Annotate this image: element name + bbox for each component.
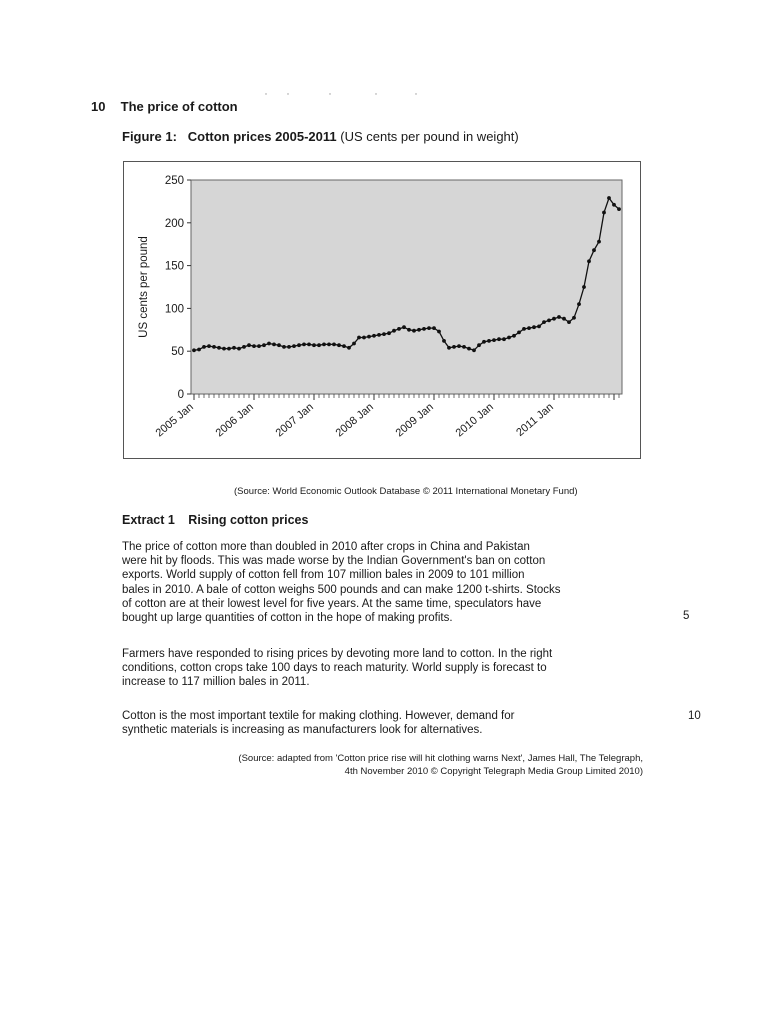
data-point	[447, 346, 451, 350]
data-point	[332, 343, 336, 347]
figure-source: (Source: World Economic Outlook Database © 2011 International Monetary Fund)	[234, 486, 578, 497]
x-tick-label: 2009 Jan	[393, 401, 436, 440]
data-point	[472, 348, 476, 352]
extract-paragraph-2	[122, 647, 642, 690]
data-point	[527, 326, 531, 330]
data-point	[197, 348, 201, 352]
data-point	[582, 285, 586, 289]
data-point	[392, 329, 396, 333]
text-line: were hit by floods. This was made worse by the Indian Government's ban on cotton	[122, 555, 546, 568]
data-point	[282, 345, 286, 349]
data-point	[502, 337, 506, 341]
question-number: 10	[91, 99, 106, 114]
question-title: The price of cotton	[120, 99, 238, 114]
data-point	[362, 336, 366, 340]
x-tick-label: 2011 Jan	[514, 401, 556, 439]
data-point	[227, 347, 231, 351]
data-point	[412, 329, 416, 333]
y-tick-label: 50	[171, 346, 184, 359]
data-point	[317, 343, 321, 347]
text-line: bales in 2010. A bale of cotton weighs 500 pounds and can make 1200 t-shirts. Stocks	[122, 583, 561, 596]
data-point	[402, 325, 406, 329]
text-line: conditions, cotton crops take 100 days to reach maturity. World supply is forecast to	[122, 662, 547, 675]
data-point	[607, 196, 611, 200]
data-point	[347, 346, 351, 350]
data-point	[512, 334, 516, 338]
data-point	[312, 343, 316, 347]
x-tick-label: 2010 Jan	[453, 401, 496, 440]
data-point	[552, 317, 556, 321]
data-point	[307, 343, 311, 347]
data-point	[272, 343, 276, 347]
line-number-10: 10	[688, 710, 701, 722]
data-point	[252, 344, 256, 348]
data-point	[487, 339, 491, 343]
data-point	[292, 344, 296, 348]
data-point	[397, 327, 401, 331]
data-point	[557, 315, 561, 319]
source-line: (Source: adapted from 'Cotton price rise will hit clothing warns Next', James Hall, The Telegraph,	[238, 753, 643, 764]
data-point	[337, 343, 341, 347]
data-point	[377, 333, 381, 337]
data-point	[387, 331, 391, 335]
data-point	[617, 207, 621, 211]
data-point	[542, 320, 546, 324]
text-line: Cotton is the most important textile for making clothing. However, demand for	[122, 710, 515, 722]
data-point	[547, 319, 551, 323]
data-point	[422, 327, 426, 331]
text-line: synthetic materials is increasing as manufacturers look for alternatives.	[122, 724, 483, 737]
data-point	[202, 345, 206, 349]
extract-source	[163, 752, 643, 778]
x-tick-label: 2007 Jan	[273, 401, 316, 440]
cotton-price-chart	[124, 162, 642, 460]
data-point	[262, 343, 266, 347]
data-point	[482, 340, 486, 344]
figure-subtitle: (US cents per pound in weight)	[340, 129, 519, 144]
text-line: The price of cotton more than doubled in 2010 after crops in China and Pakistan	[122, 541, 530, 553]
data-point	[327, 343, 331, 347]
line-number-5: 5	[683, 610, 690, 622]
data-point	[562, 317, 566, 321]
data-point	[467, 347, 471, 351]
data-point	[287, 345, 291, 349]
data-point	[382, 332, 386, 336]
data-point	[407, 328, 411, 332]
data-point	[367, 335, 371, 339]
data-point	[477, 343, 481, 347]
text-line: exports. World supply of cotton fell from 107 million bales in 2009 to 101 million	[122, 569, 525, 582]
data-point	[232, 346, 236, 350]
data-point	[417, 328, 421, 332]
y-tick-label: 150	[164, 260, 184, 273]
extract-label: Extract 1	[122, 513, 175, 527]
data-point	[322, 343, 326, 347]
data-point	[212, 345, 216, 349]
data-point	[237, 347, 241, 351]
y-tick-label: 0	[177, 389, 184, 401]
figure-label: Figure 1:	[122, 129, 177, 144]
data-point	[492, 338, 496, 342]
y-axis-label: US cents per pound	[138, 236, 150, 338]
data-point	[372, 334, 376, 338]
y-tick-label: 100	[164, 303, 184, 316]
x-tick-label: 2008 Jan	[333, 401, 376, 440]
text-line: of cotton are at their lowest level for five years. At the same time, speculators have	[122, 597, 542, 610]
extract-title: Rising cotton prices	[188, 513, 309, 527]
extract-paragraph-3	[122, 709, 642, 737]
data-point	[517, 331, 521, 335]
data-point	[602, 211, 606, 215]
source-line: 4th November 2010 © Copyright Telegraph Media Group Limited 2010)	[344, 766, 643, 777]
data-point	[452, 345, 456, 349]
y-tick-label: 200	[164, 217, 184, 230]
extract-paragraph-1	[122, 540, 642, 625]
figure-heading	[122, 129, 519, 144]
data-point	[357, 336, 361, 340]
data-point	[247, 343, 251, 347]
data-point	[342, 344, 346, 348]
data-point	[217, 346, 221, 350]
data-point	[352, 342, 356, 346]
figure-title: Cotton prices 2005-2011	[187, 129, 337, 144]
plot-area	[191, 180, 622, 394]
data-point	[612, 203, 616, 207]
data-point	[257, 344, 261, 348]
data-point	[242, 345, 246, 349]
data-point	[427, 326, 431, 330]
data-point	[597, 240, 601, 244]
data-point	[592, 248, 596, 252]
text-line: increase to 117 million bales in 2011.	[122, 676, 310, 689]
figure-frame	[123, 161, 641, 459]
data-point	[497, 337, 501, 341]
data-point	[522, 327, 526, 331]
data-point	[567, 320, 571, 324]
data-point	[462, 345, 466, 349]
y-tick-label: 250	[164, 175, 184, 187]
text-line: bought up large quantities of cotton in the hope of making profits.	[122, 612, 453, 625]
x-tick-label: 2006 Jan	[213, 401, 256, 440]
x-tick-label: 2005 Jan	[153, 401, 196, 440]
data-point	[577, 302, 581, 306]
question-heading	[91, 99, 238, 114]
data-point	[587, 259, 591, 263]
data-point	[267, 342, 271, 346]
data-point	[507, 336, 511, 340]
data-point	[457, 344, 461, 348]
data-point	[302, 343, 306, 347]
data-point	[532, 325, 536, 329]
data-point	[442, 339, 446, 343]
extract-heading	[122, 513, 308, 527]
data-point	[297, 343, 301, 347]
scan-specks	[240, 83, 420, 87]
data-point	[222, 347, 226, 351]
text-line: Farmers have responded to rising prices by devoting more land to cotton. In the right	[122, 648, 553, 660]
data-point	[207, 344, 211, 348]
data-point	[432, 326, 436, 330]
data-point	[537, 325, 541, 329]
data-point	[437, 330, 441, 334]
data-point	[192, 348, 196, 352]
data-point	[277, 343, 281, 347]
data-point	[572, 316, 576, 320]
